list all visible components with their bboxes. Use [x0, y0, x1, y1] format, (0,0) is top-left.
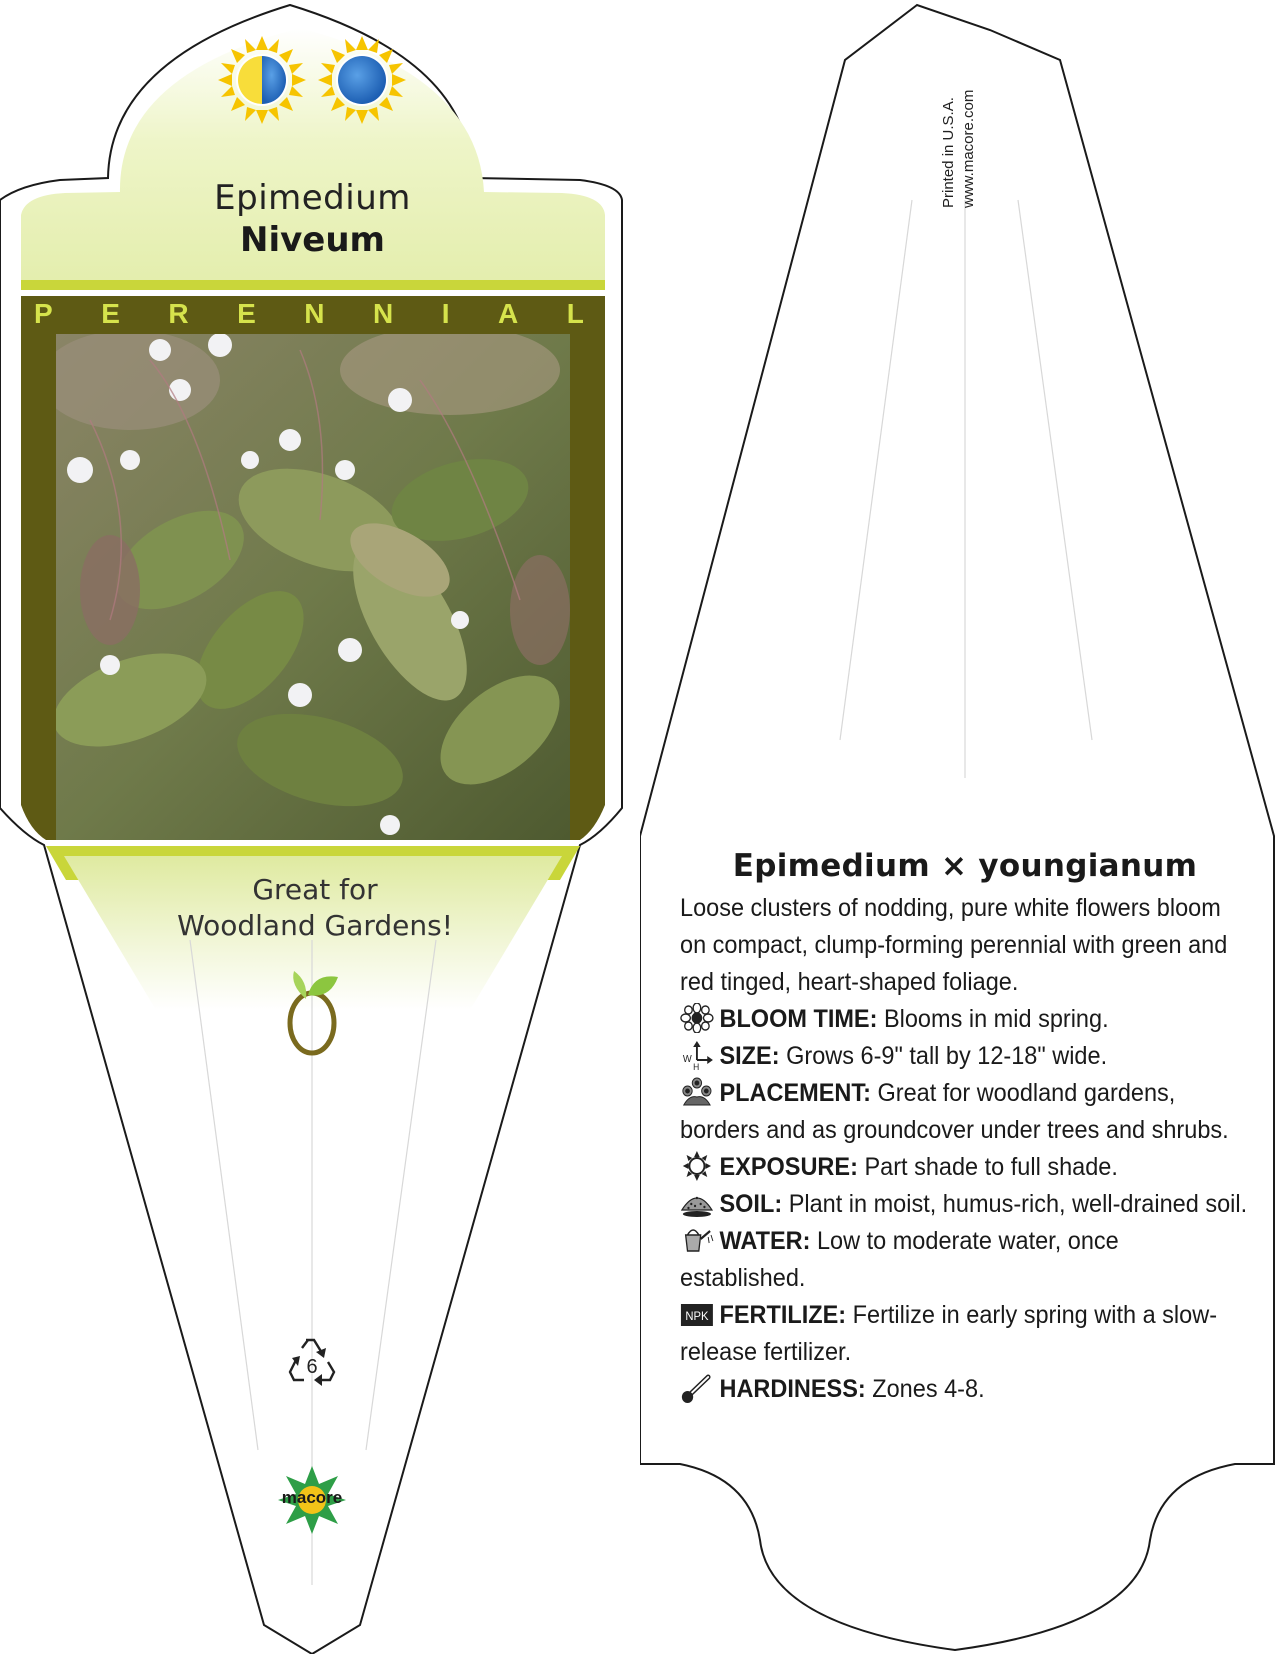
category-letter: P: [34, 298, 53, 329]
category-letter: N: [373, 298, 394, 329]
attribute-text: Plant in moist, humus-rich, well-drained soil.: [788, 1190, 1248, 1218]
attribute-fertilize: [680, 1297, 1248, 1371]
attribute-bloom-time: [680, 1001, 1248, 1038]
category-letter: E: [101, 298, 120, 329]
attribute-text: Great for woodland gardens, borders and as groundcover under trees and shrubs.: [680, 1079, 1229, 1144]
attribute-label: PLACEMENT:: [719, 1079, 871, 1107]
plant-description: Loose clusters of nodding, pure white flowers bloom on compact, clump-forming perennial with green and red tinged, heart-shaped foliage.: [680, 894, 1228, 996]
npk-label: NPK: [685, 1309, 709, 1324]
attribute-label: SOIL:: [719, 1190, 783, 1218]
plant-photo: [40, 325, 579, 840]
attribute-placement: [680, 1075, 1248, 1149]
attribute-soil: [680, 1186, 1248, 1223]
attribute-label: WATER:: [719, 1227, 811, 1255]
brand-name: macore: [281, 1488, 343, 1507]
tagline: [120, 872, 510, 944]
attribute-text: Part shade to full shade.: [864, 1153, 1118, 1181]
attribute-text: Grows 6-9" tall by 12-18" wide.: [786, 1042, 1108, 1070]
plant-species: Niveum: [240, 220, 385, 260]
printed-note: [940, 52, 1000, 232]
category-label: [34, 298, 584, 330]
attribute-label: FERTILIZE:: [719, 1301, 847, 1329]
watering-can-icon: [680, 1225, 714, 1255]
attribute-text: Blooms in mid spring.: [883, 1005, 1109, 1033]
attribute-text: Fertilize in early spring with a slow-release fertilizer.: [680, 1301, 1218, 1366]
plant-tag-back: [640, 0, 1277, 1654]
attribute-text: Low to moderate water, once established.: [680, 1227, 1119, 1292]
category-letter: A: [498, 298, 519, 329]
full-shade-icon: [318, 36, 406, 124]
attribute-hardiness: [680, 1371, 1248, 1408]
placement-flowers-icon: [680, 1077, 714, 1107]
part-sun-icon: [218, 36, 306, 124]
size-arrows-icon: [680, 1040, 714, 1070]
attribute-label: SIZE:: [719, 1042, 780, 1070]
front-top-divider: [21, 280, 605, 290]
size-h-label: H: [693, 1061, 700, 1070]
soil-pile-icon: [680, 1188, 714, 1218]
attribute-label: HARDINESS:: [719, 1375, 866, 1403]
thermometer-icon: [680, 1373, 714, 1403]
attribute-water: [680, 1223, 1248, 1297]
category-letter: N: [304, 298, 325, 329]
recycle-number: 6: [306, 1356, 318, 1378]
tagline-line: Woodland Gardens!: [177, 909, 453, 942]
attribute-label: EXPOSURE:: [719, 1153, 858, 1181]
care-info: [680, 848, 1250, 1408]
tagline-line: Great for: [252, 873, 378, 906]
npk-fertilizer-icon: [680, 1299, 714, 1329]
bloom-flower-icon: [680, 1003, 714, 1033]
attribute-size: [680, 1038, 1248, 1075]
attribute-text: Zones 4-8.: [872, 1375, 985, 1403]
category-letter: I: [441, 298, 450, 329]
category-letter: E: [237, 298, 256, 329]
botanical-name: Epimedium × youngianum: [732, 848, 1198, 884]
printed-in-text: Printed in U.S.A.: [940, 97, 957, 208]
sun-exposure-icon: [680, 1151, 714, 1181]
category-letter: R: [168, 298, 189, 329]
attribute-exposure: [680, 1149, 1248, 1186]
category-letter: L: [566, 298, 584, 329]
size-w-label: W: [682, 1053, 692, 1066]
attribute-label: BLOOM TIME:: [719, 1005, 878, 1033]
plant-genus: Epimedium: [214, 178, 411, 218]
website-text: www.macore.com: [960, 89, 977, 208]
